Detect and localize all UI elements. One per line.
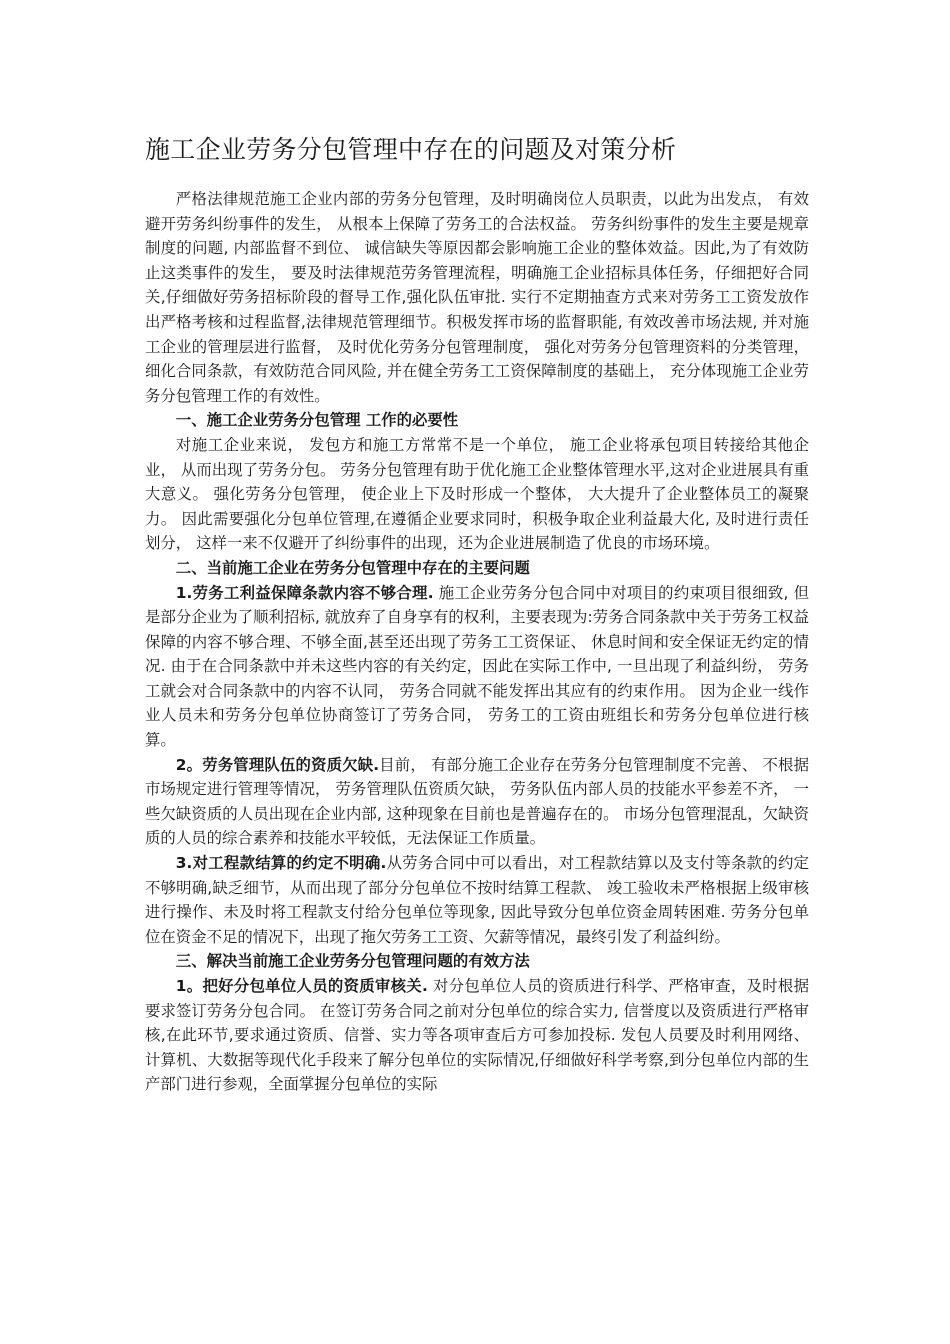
item-body: 对分包单位人员的资质进行科学、严格审查，及时根据要求签订劳务分包合同。 在签订劳务合同之前对分包单位的综合实力, 信誉度以及资质进行严格审核,在此环节,要求通过资质、信誉、实力等各项审查后方可参加投标. 发包人员要及时利用网络、计算机、大数据等现代化手段来了解分包单位的实际情况,仔细做好科学考察,到分包单位内部的生产部门进行参观，全面掌握分包单位的实际	[145, 977, 809, 1094]
item-lead: 3.对工程款结算的约定不明确.	[175, 854, 387, 873]
document-body	[145, 132, 809, 1097]
section-3-item-1	[145, 974, 809, 1097]
item-lead: 1.劳务工利益保障条款内容不够合理.	[175, 583, 434, 602]
section-1-paragraph: 对施工企业来说， 发包方和施工方常常不是一个单位， 施工企业将承包项目转接给其他企业， 从而出现了劳务分包。 劳务分包管理有助于优化施工企业整体管理水平,这对企业进展具有重大意义。 强化劳务分包管理， 使企业上下及时形成一个整体， 大大提升了企业整体员工的凝聚力。 因此需要强化分包单位管理,在遵循企业要求同时，积极争取企业利益最大化, 及时进行责任划分， 这样一来不仅避开了纠纷事件的出现，还为企业进展制造了优良的市场环境。	[145, 435, 809, 553]
section-2-item-1	[145, 581, 809, 753]
section-3-heading: 三、解决当前施工企业劳务分包管理问题的有效方法	[175, 952, 530, 971]
intro-paragraph: 严格法律规范施工企业内部的劳务分包管理，及时明确岗位人员职责，以此为出发点， 有效避开劳务纠纷事件的发生， 从根本上保障了劳务工的合法权益。 劳务纠纷事件的发生主要是规章制度的问题, 内部监督不到位、 诚信缺失等原因都会影响施工企业的整体效益。因此,为了有效防止这类事件的发生， 要及时法律规范劳务管理流程，明确施工企业招标具体任务，仔细把好合同关,仔细做好劳务招标阶段的督导工作,强化队伍审批. 实行不定期抽查方式来对劳务工工资发放作出严格考核和过程监督,法律规范管理细节。积极发挥市场的监督职能, 有效改善市场法规, 并对施工企业的管理层进行监督， 及时优化劳务分包管理制度， 强化对劳务分包管理资料的分类管理，细化合同条款，有效防范合同风险, 并在健全劳务工工资保障制度的基础上， 充分体现施工企业劳务分包管理工作的有效性。	[145, 190, 809, 405]
item-body: 目前， 有部分施工企业存在劳务分包管理制度不完善、 不根据市场规定进行管理等情况， 劳务管理队伍资质欠缺， 劳务队伍内部人员的技能水平参差不齐， 一些欠缺资质的人员出现在企业内部, 这种现象在目前也是普遍存在的。 市场分包管理混乱，欠缺资质的人员的综合素养和技能水平较低，无法保证工作质量。	[145, 755, 809, 848]
item-lead: 2。劳务管理队伍的资质欠缺.	[175, 755, 380, 774]
item-lead: 1。把好分包单位人员的资质审核关.	[175, 977, 428, 995]
section-2-item-3	[145, 851, 809, 949]
section-2-heading: 二、当前施工企业在劳务分包管理中存在的主要问题	[175, 558, 530, 577]
section-1-heading: 一、施工企业劳务分包管理 工作的必要性	[175, 411, 459, 430]
document-title: 施工企业劳务分包管理中存在的问题及对策分析	[145, 135, 677, 164]
item-body: 从劳务合同中可以看出，对工程款结算以及支付等条款的约定不够明确,缺乏细节，从而出现了部分分包单位不按时结算工程款、 竣工验收未严格根据上级审核进行操作、未及时将工程款支付给分包单位等现象, 因此导致分包单位资金周转困难. 劳务分包单位在资金不足的情况下，出现了拖欠劳务工工资、欠薪等情况，最终引发了利益纠纷。	[145, 854, 809, 946]
section-2-item-2	[145, 753, 809, 851]
item-body: 施工企业劳务分包合同中对项目的约束项目很细致, 但是部分企业为了顺利招标, 就放弃了自身享有的权利，主要表现为:劳务合同条款中关于劳务工权益保障的内容不够合理、不够全面,甚至还出现了劳务工工资保证、 休息时间和安全保证无约定的情况. 由于在合同条款中并未这些内容的有关约定，因此在实际工作中, 一旦出现了利益纠纷， 劳务工就会对合同条款中的内容不认同， 劳务合同就不能发挥出其应有的约束作用。 因为企业一线作业人员未和劳务分包单位协商签订了劳务合同， 劳务工的工资由班组长和劳务分包单位进行核算。	[145, 583, 809, 750]
